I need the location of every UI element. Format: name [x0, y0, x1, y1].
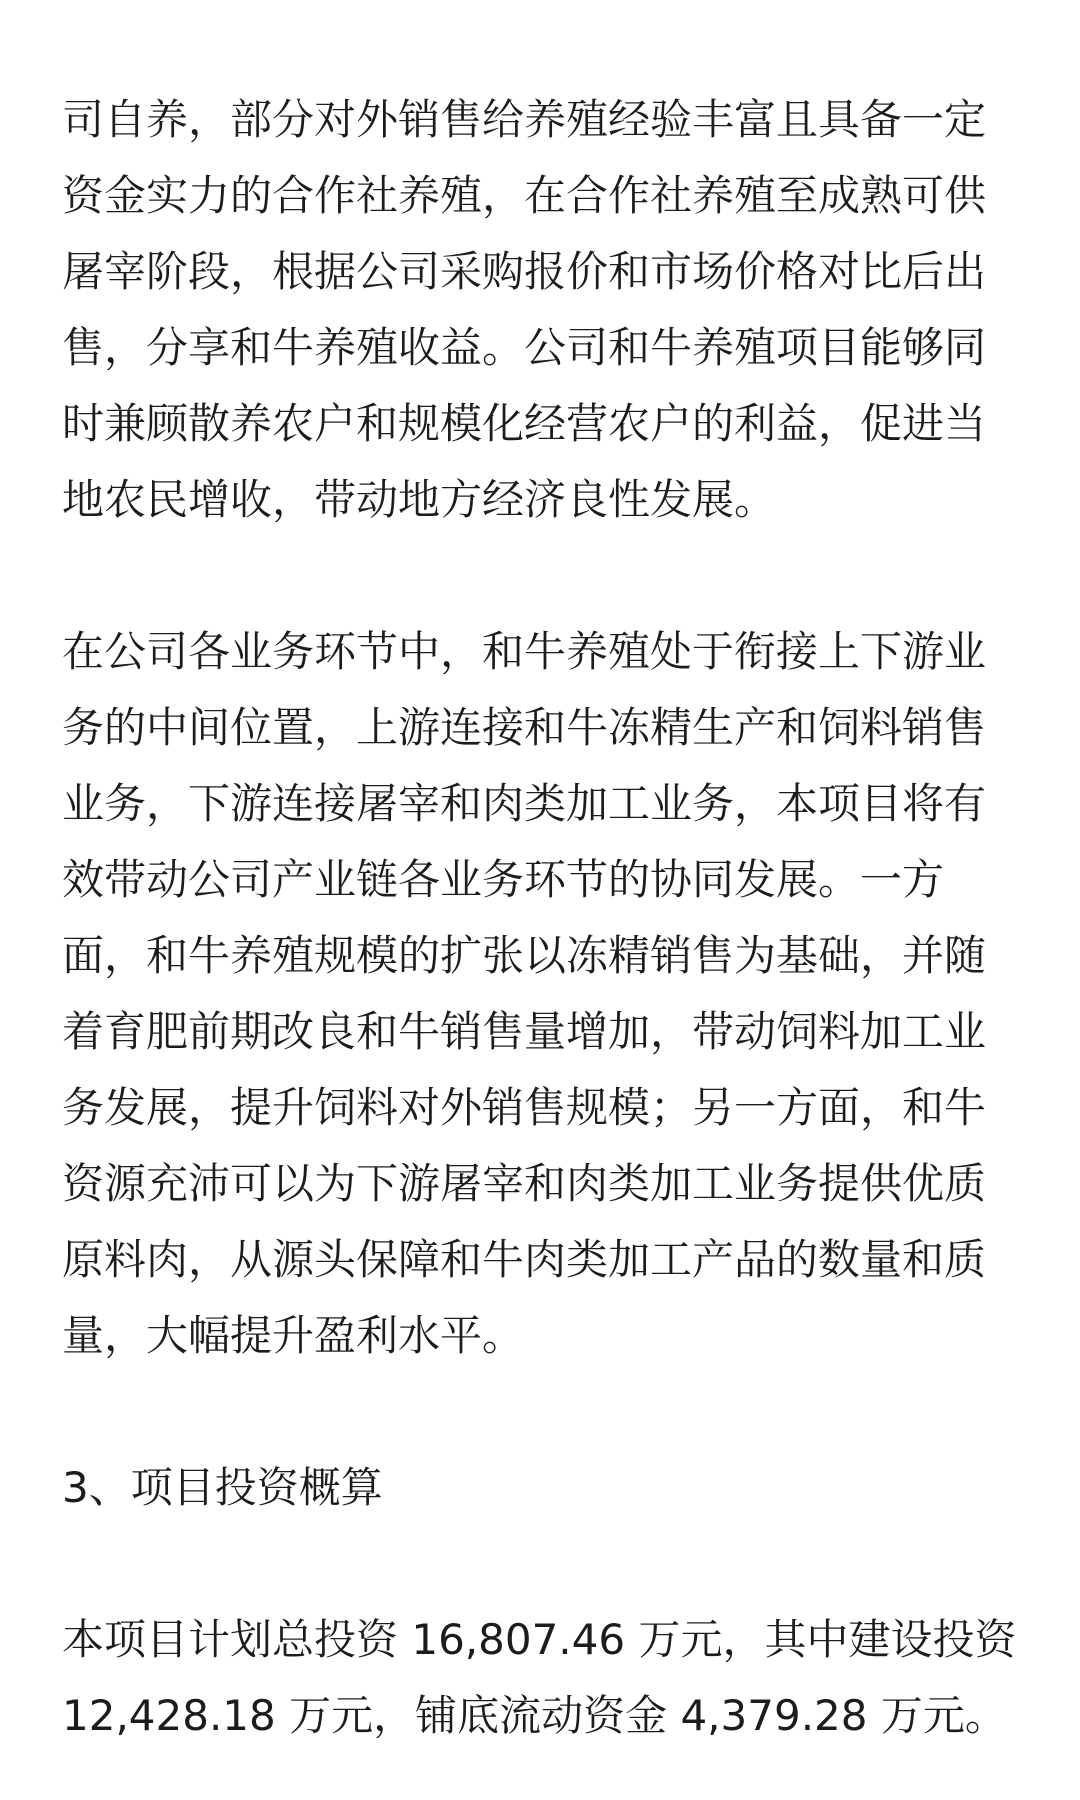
text-line: 资金实力的合作社养殖，在合作社养殖至成熟可供: [62, 171, 987, 220]
paragraph-spacer: [62, 1374, 1028, 1450]
paragraph-investment-summary: [62, 1602, 1028, 1754]
text-line: 本项目计划总投资 16,807.46 万元，其中建设投资: [62, 1615, 1017, 1664]
text-line: 屠宰阶段，根据公司采购报价和市场价格对比后出: [62, 247, 987, 296]
section-heading-investment: [62, 1450, 1028, 1526]
text-line: 时兼顾散养农户和规模化经营农户的利益，促进当: [62, 399, 987, 448]
text-line: 面，和牛养殖规模的扩张以冻精销售为基础，并随: [62, 931, 987, 980]
paragraph-spacer: [62, 1526, 1028, 1602]
text-line: 12,428.18 万元，铺底流动资金 4,379.28 万元。: [62, 1691, 1007, 1740]
text-line: 资源充沛可以为下游屠宰和肉类加工业务提供优质: [62, 1159, 987, 1208]
text-line: 在公司各业务环节中，和牛养殖处于衔接上下游业: [62, 627, 987, 676]
paragraph-spacer: [62, 538, 1028, 614]
paragraph-cattle-raising-benefits: [62, 82, 1028, 538]
text-line: 售，分享和牛养殖收益。公司和牛养殖项目能够同: [62, 323, 987, 372]
text-line: 效带动公司产业链各业务环节的协同发展。一方: [62, 855, 945, 904]
section-heading-text: 3、项目投资概算: [62, 1463, 383, 1512]
text-line: 原料肉，从源头保障和牛肉类加工产品的数量和质: [62, 1235, 987, 1284]
text-line: 司自养，部分对外销售给养殖经验丰富且具备一定: [62, 95, 987, 144]
paragraph-industry-chain: [62, 614, 1028, 1374]
text-line: 量，大幅提升盈利水平。: [62, 1311, 525, 1360]
text-line: 地农民增收，带动地方经济良性发展。: [62, 475, 777, 524]
text-line: 务发展，提升饲料对外销售规模；另一方面，和牛: [62, 1083, 987, 1132]
text-line: 着育肥前期改良和牛销售量增加，带动饲料加工业: [62, 1007, 987, 1056]
text-line: 务的中间位置，上游连接和牛冻精生产和饲料销售: [62, 703, 987, 752]
text-line: 业务，下游连接屠宰和肉类加工业务，本项目将有: [62, 779, 987, 828]
article-body: [62, 82, 1028, 1754]
